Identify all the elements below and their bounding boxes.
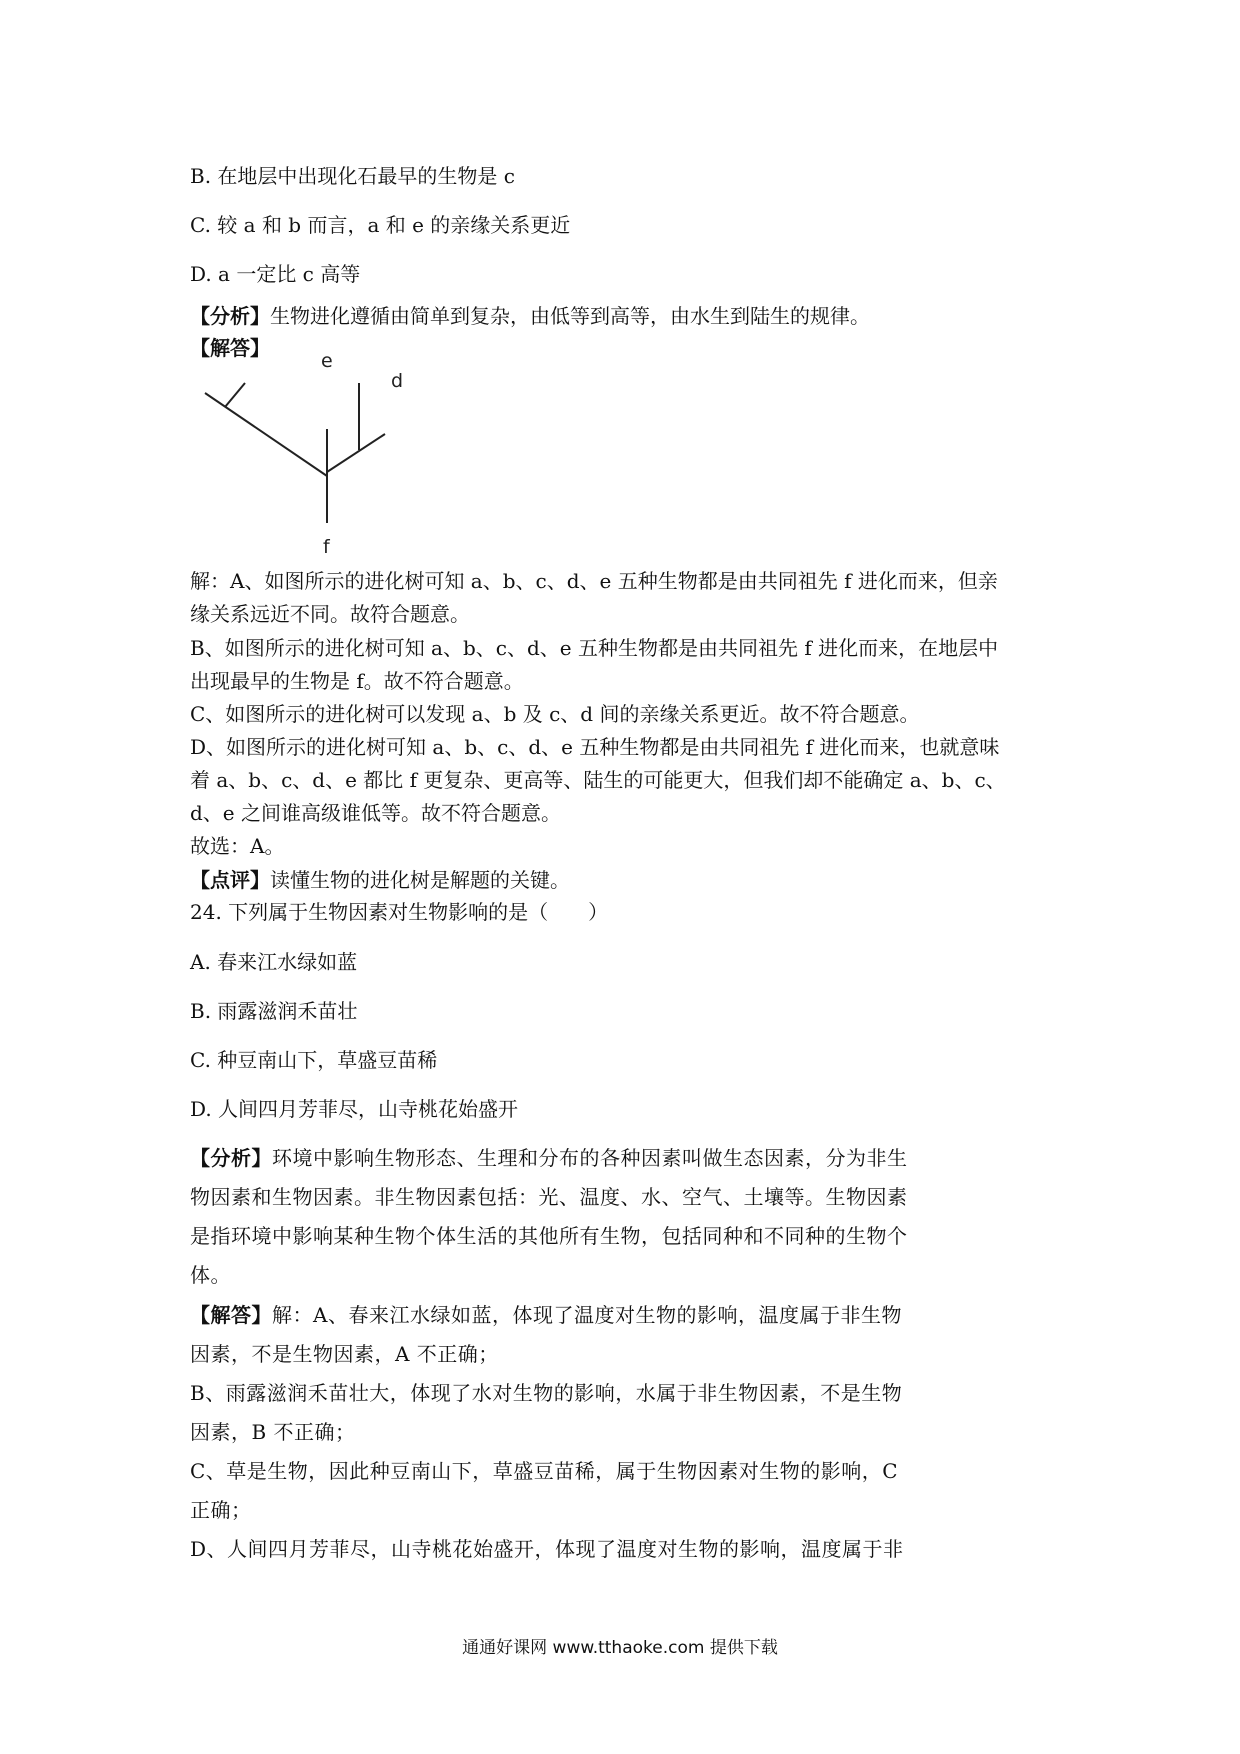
q24-analysis-1 <box>190 1144 908 1172</box>
q24-answer-7: D、人间四月芳菲尽，山寺桃花始盛开，体现了温度对生物的影响，温度属于非 <box>190 1537 904 1561</box>
answer-tag: 【解答】 <box>190 1303 272 1327</box>
q23-solution-a-2: 缘关系远近不同。故符合题意。 <box>190 602 470 626</box>
q23-solution-c-1: C、如图所示的进化树可以发现 a、b 及 c、d 间的亲缘关系更近。故不符合题意。 <box>190 702 920 726</box>
q23-comment <box>190 866 570 894</box>
q24-option-c: C. 种豆南山下，草盛豆苗稀 <box>190 1048 438 1072</box>
label-f: f <box>323 536 330 558</box>
q24-option-d: D. 人间四月芳菲尽，山寺桃花始盛开 <box>190 1097 519 1121</box>
branch-left <box>205 393 327 476</box>
q24-answer-5: C、草是生物，因此种豆南山下，草盛豆苗稀，属于生物因素对生物的影响，C <box>190 1459 899 1483</box>
q24-option-b: B. 雨露滋润禾苗壮 <box>190 999 358 1023</box>
q24-answer-3: B、雨露滋润禾苗壮大，体现了水对生物的影响，水属于非生物因素，不是生物 <box>190 1381 903 1405</box>
comment-text: 读懂生物的进化树是解题的关键。 <box>270 868 570 892</box>
analysis-text: 生物进化遵循由简单到复杂，由低等到高等，由水生到陆生的规律。 <box>270 304 870 328</box>
q23-choice: 故选：A。 <box>190 834 285 858</box>
analysis-text: 环境中影响生物形态、生理和分布的各种因素叫做生态因素，分为非生 <box>272 1146 908 1170</box>
answer-tag: 【解答】 <box>190 336 270 360</box>
q23-solution-b-2: 出现最早的生物是 f。故不符合题意。 <box>190 669 524 693</box>
q24-analysis-3: 是指环境中影响某种生物个体生活的其他所有生物，包括同种和不同种的生物个 <box>190 1224 908 1248</box>
q23-option-c: C. 较 a 和 b 而言，a 和 e 的亲缘关系更近 <box>190 213 571 237</box>
q23-solution-d-3: d、e 之间谁高级谁低等。故不符合题意。 <box>190 801 561 825</box>
q23-solution-d-1: D、如图所示的进化树可知 a、b、c、d、e 五种生物都是由共同祖先 f 进化而来，也就意味 <box>190 735 1000 759</box>
label-d: d <box>391 370 404 392</box>
label-e: e <box>321 355 333 372</box>
q24-answer-1 <box>190 1301 902 1329</box>
answer-text: 解：A、春来江水绿如蓝，体现了温度对生物的影响，温度属于非生物 <box>272 1303 902 1327</box>
comment-tag: 【点评】 <box>190 868 270 892</box>
branch-right <box>327 434 385 472</box>
analysis-tag: 【分析】 <box>190 1146 272 1170</box>
q24-analysis-4: 体。 <box>190 1263 231 1287</box>
analysis-tag: 【分析】 <box>190 304 270 328</box>
q24-answer-6: 正确； <box>190 1498 252 1522</box>
q24-answer-2: 因素，不是生物因素，A 不正确； <box>190 1342 499 1366</box>
branch-a <box>225 383 245 407</box>
q23-solution-d-2: 着 a、b、c、d、e 都比 f 更复杂、更高等、陆生的可能更大，但我们却不能确定 a、b、c、 <box>190 768 1006 792</box>
q23-option-d: D. a 一定比 c 高等 <box>190 262 361 286</box>
q23-option-b: B. 在地层中出现化石最早的生物是 c <box>190 164 515 188</box>
q24-option-a: A. 春来江水绿如蓝 <box>190 950 358 974</box>
q23-solution-b-1: B、如图所示的进化树可知 a、b、c、d、e 五种生物都是由共同祖先 f 进化而来，在地层中 <box>190 636 999 660</box>
page-footer: 通通好课网 www.tthaoke.com 提供下载 <box>462 1638 778 1658</box>
q24-analysis-2: 物因素和生物因素。非生物因素包括：光、温度、水、空气、土壤等。生物因素 <box>190 1185 908 1209</box>
q23-analysis <box>190 302 870 330</box>
evolution-tree-diagram <box>185 355 455 560</box>
q23-solution-a-1: 解：A、如图所示的进化树可知 a、b、c、d、e 五种生物都是由共同祖先 f 进化而来，但亲 <box>190 569 998 593</box>
q24-question: 24. 下列属于生物因素对生物影响的是（ ） <box>190 900 609 924</box>
q24-answer-4: 因素，B 不正确； <box>190 1420 356 1444</box>
